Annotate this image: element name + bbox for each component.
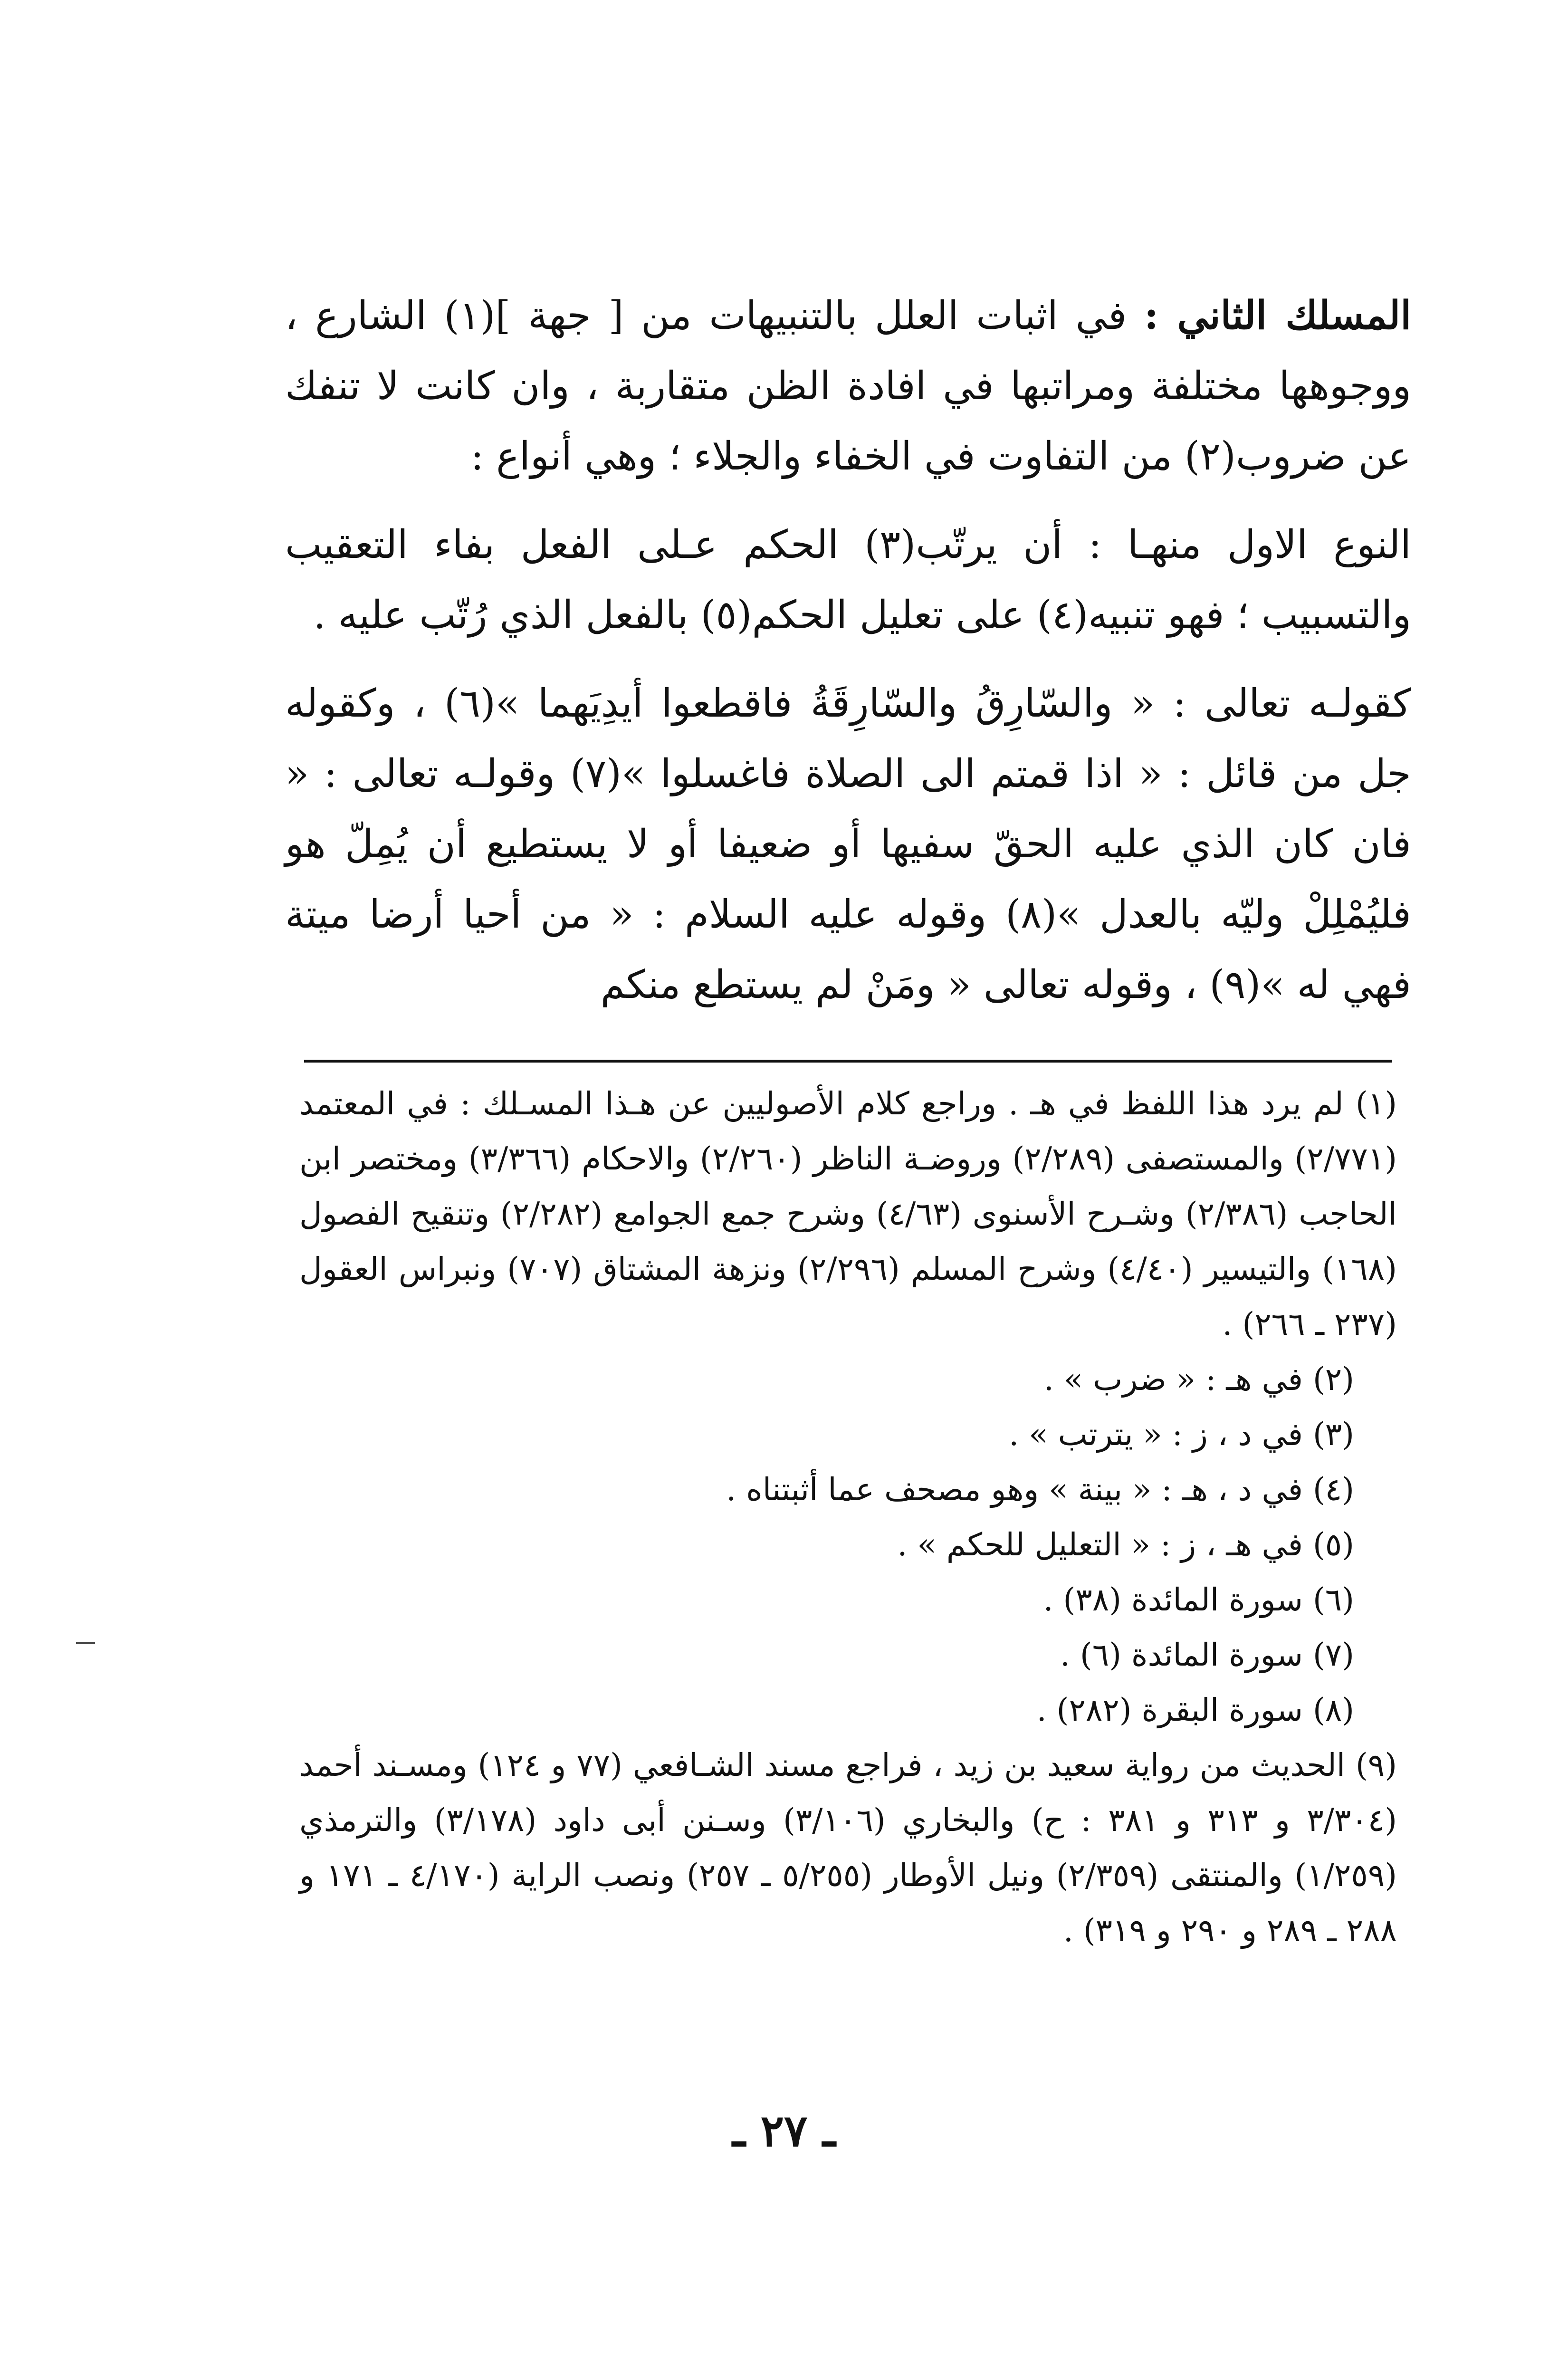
- main-text: [285, 280, 1411, 1038]
- page-number: ـ ٢٧ ـ: [732, 2105, 836, 2156]
- footnote-8: (٨) سورة البقرة (٢٨٢) .: [1036, 1692, 1354, 1728]
- section-heading: المسلك الثاني :: [1144, 293, 1411, 338]
- footnote-6: (٦) سورة المائدة (٣٨) .: [1043, 1581, 1354, 1618]
- footnote-4: (٤) في د ، هـ : « بينة » وهو مصحف عما أثبتناه .: [726, 1471, 1354, 1508]
- paragraph-1: [285, 280, 1411, 492]
- footnote-2: (٢) في هـ : « ضرب » .: [1043, 1361, 1354, 1398]
- footnote-9: (٩) الحديث من رواية سعيد بن زيد ، فراجع مسند الشـافعي (٧٧ و ١٢٤) ومسـند أحمد (٣/٣٠٤ و ٣١٣ و ٣٨١ : ح) والبخاري (٣/١٠٦) وسـنن أبى داود (٣/١٧٨) والترمذي (١/٢٥٩) والمنتقى (٢/٣٥٩) ونيل الأوطار (٥/٢٥٥ ـ ٢٥٧) ونصب الراية (٤/١٧٠ ـ ١٧١ و ٢٨٨ ـ ٢٨٩ و ٢٩٠ و ٣١٩) .: [299, 1747, 1397, 1949]
- footnote-5: (٥) في هـ ، ز : « التعليل للحكم » .: [897, 1526, 1354, 1563]
- footnotes: [299, 1076, 1397, 1958]
- footnote-3: (٣) في د ، ز : « يترتب » .: [1009, 1416, 1354, 1453]
- paragraph-2: النوع الاول منهـا : أن يرتّب(٣) الحكم عـلى الفعل بفاء التعقيب والتسبيب ؛ فهو تنبيه(٤) على تعليل الحكم(٥) بالفعل الذي رُتّب عليه .: [285, 522, 1411, 638]
- footnote-separator: [304, 1060, 1392, 1063]
- paragraph-3: كقولـه تعالى : « والسّارِقُ والسّارِقَةُ فاقطعوا أيدِيَهما »(٦) ، وكقوله جل من قائل : « اذا قمتم الى الصلاة فاغسلوا »(٧) وقولـه تعالى : « فان كان الذي عليه الحقّ سفيها أو ضعيفا أو لا يستطيع أن يُمِلّ هو فليُمْلِلْ وليّه بالعدل »(٨) وقوله عليه السلام : « من أحيا أرضا ميتة فهي له »(٩) ، وقوله تعالى « ومَنْ لم يستطع منكم: [285, 681, 1411, 1007]
- scan-artifact-mark: [76, 1642, 95, 1644]
- footnote-1: (١) لم يرد هذا اللفظ في هـ . وراجع كلام الأصوليين عن هـذا المسـلك : في المعتمد (٢/٧٧١) والمستصفى (٢/٢٨٩) وروضـة الناظر (٢/٢٦٠) والاحكام (٣/٣٦٦) ومختصر ابن الحاجب (٢/٣٨٦) وشـرح الأسنوى (٤/٦٣) وشرح جمع الجوامع (٢/٢٨٢) وتنقيح الفصول (١٦٨) والتيسير (٤/٤٠) وشرح المسلم (٢/٢٩٦) ونزهة المشتاق (٧٠٧) ونبراس العقول (٢٣٧ ـ ٢٦٦) .: [299, 1085, 1397, 1342]
- paragraph-1-text: في اثبات العلل بالتنبيهات من [ جهة ](١) الشارع ، ووجوهها مختلفة ومراتبها في افادة الظن متقاربة ، وان كانت لا تنفك عن ضروب(٢) من التفاوت في الخفاء والجلاء ؛ وهي أنواع :: [285, 293, 1411, 479]
- footnote-7: (٧) سورة المائدة (٦) .: [1060, 1637, 1354, 1673]
